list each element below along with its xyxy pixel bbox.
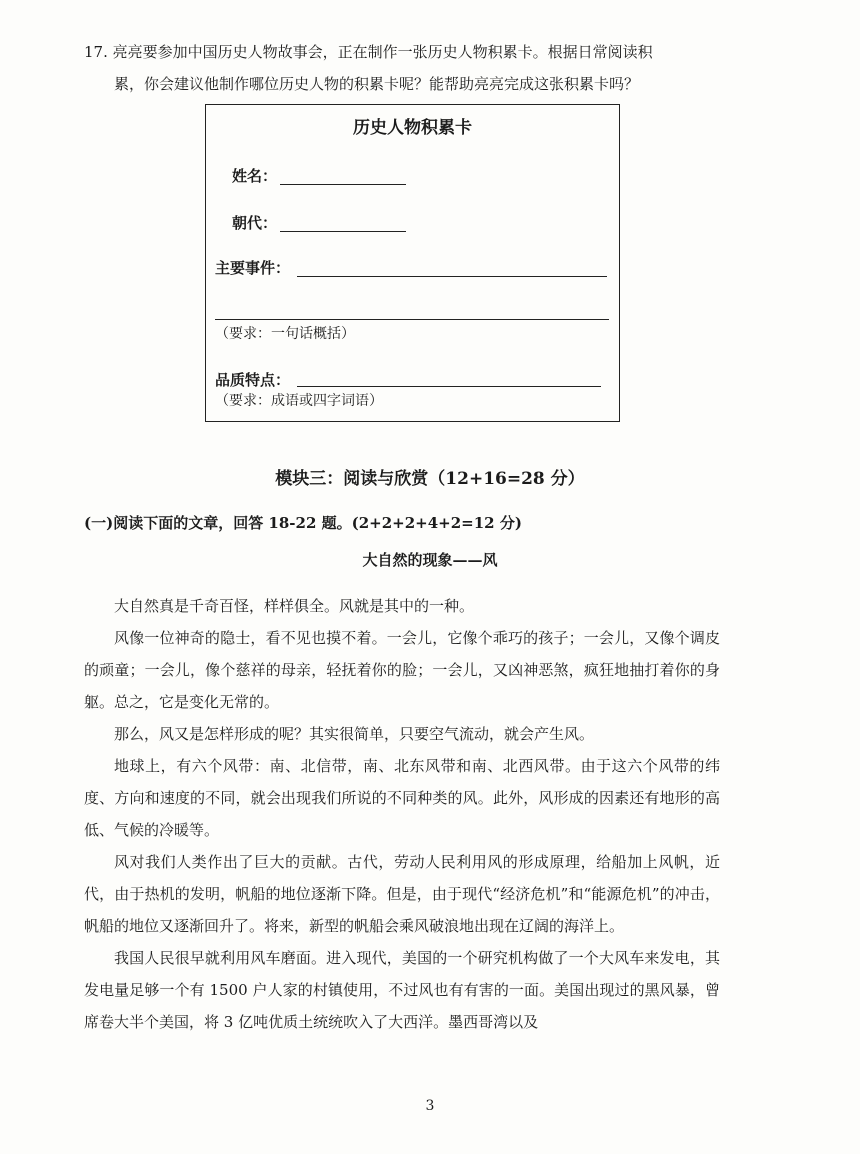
question-17 <box>84 36 774 100</box>
main-events-label: 主要事件： <box>215 259 291 277</box>
question-17-line-1: 17. 亮亮要参加中国历史人物故事会，正在制作一张历史人物积累卡。根据日常阅读积 <box>84 43 653 61</box>
article-paragraph: 那么，风又是怎样形成的呢？其实很简单，只要空气流动，就会产生风。 <box>114 725 595 743</box>
main-events-blank-1[interactable] <box>297 276 607 277</box>
question-17-line-2: 累，你会建议他制作哪位历史人物的积累卡呢？能帮助亮亮完成这张积累卡吗？ <box>114 75 640 93</box>
article-paragraph: 地球上，有六个风带：南、北信带，南、北东风带和南、北西风带。由于这六个风带的纬度、方向和速度的不同，就会出现我们所说的不同种类的风。此外，风形成的因素还有地形的高低、气候的冷暖等。 <box>84 757 720 839</box>
section-title: (一)阅读下面的文章，回答 18-22 题。(2+2+2+4+2=12 分) <box>84 514 522 532</box>
main-events-requirement: （要求：一句话概括） <box>215 326 355 342</box>
article-title: 大自然的现象——风 <box>362 551 498 569</box>
main-events-blank-2[interactable] <box>215 319 609 320</box>
dynasty-blank[interactable] <box>280 231 406 232</box>
quality-requirement: （要求：成语或四字词语） <box>215 393 383 409</box>
quality-label: 品质特点： <box>215 371 291 389</box>
history-figure-card <box>205 104 620 422</box>
module-title: 模块三：阅读与欣赏（12+16=28 分） <box>275 469 585 489</box>
article-paragraph: 风像一位神奇的隐士，看不见也摸不着。一会儿，它像个乖巧的孩子；一会儿，又像个调皮的顽童；一会儿，像个慈祥的母亲，轻抚着你的脸；一会儿，又凶神恶煞，疯狂地抽打着你的身躯。总之，它是变化无常的。 <box>84 629 720 711</box>
article-paragraph: 我国人民很早就利用风车磨面。进入现代，美国的一个研究机构做了一个大风车来发电，其发电量足够一个有 1500 户人家的村镇使用，不过风也有有害的一面。美国出现过的黑风暴，曾席卷大半个美国，将 3 亿吨优质土统统吹入了大西洋。墨西哥湾以及 <box>84 949 720 1031</box>
name-label: 姓名： <box>232 167 278 185</box>
card-title: 历史人物积累卡 <box>353 118 472 138</box>
article-paragraph: 大自然真是千奇百怪，样样俱全。风就是其中的一种。 <box>114 597 475 615</box>
name-blank[interactable] <box>280 184 406 185</box>
dynasty-label: 朝代： <box>232 214 278 232</box>
quality-blank[interactable] <box>297 386 601 387</box>
page-number: 3 <box>425 1098 435 1114</box>
article-paragraph: 风对我们人类作出了巨大的贡献。古代，劳动人民利用风的形成原理，给船加上风帆，近代，由于热机的发明，帆船的地位逐渐下降。但是，由于现代“经济危机”和“能源危机”的冲击，帆船的地位又逐渐回升了。将来，新型的帆船会乘风破浪地出现在辽阔的海洋上。 <box>84 853 720 935</box>
article-body <box>84 590 720 1038</box>
